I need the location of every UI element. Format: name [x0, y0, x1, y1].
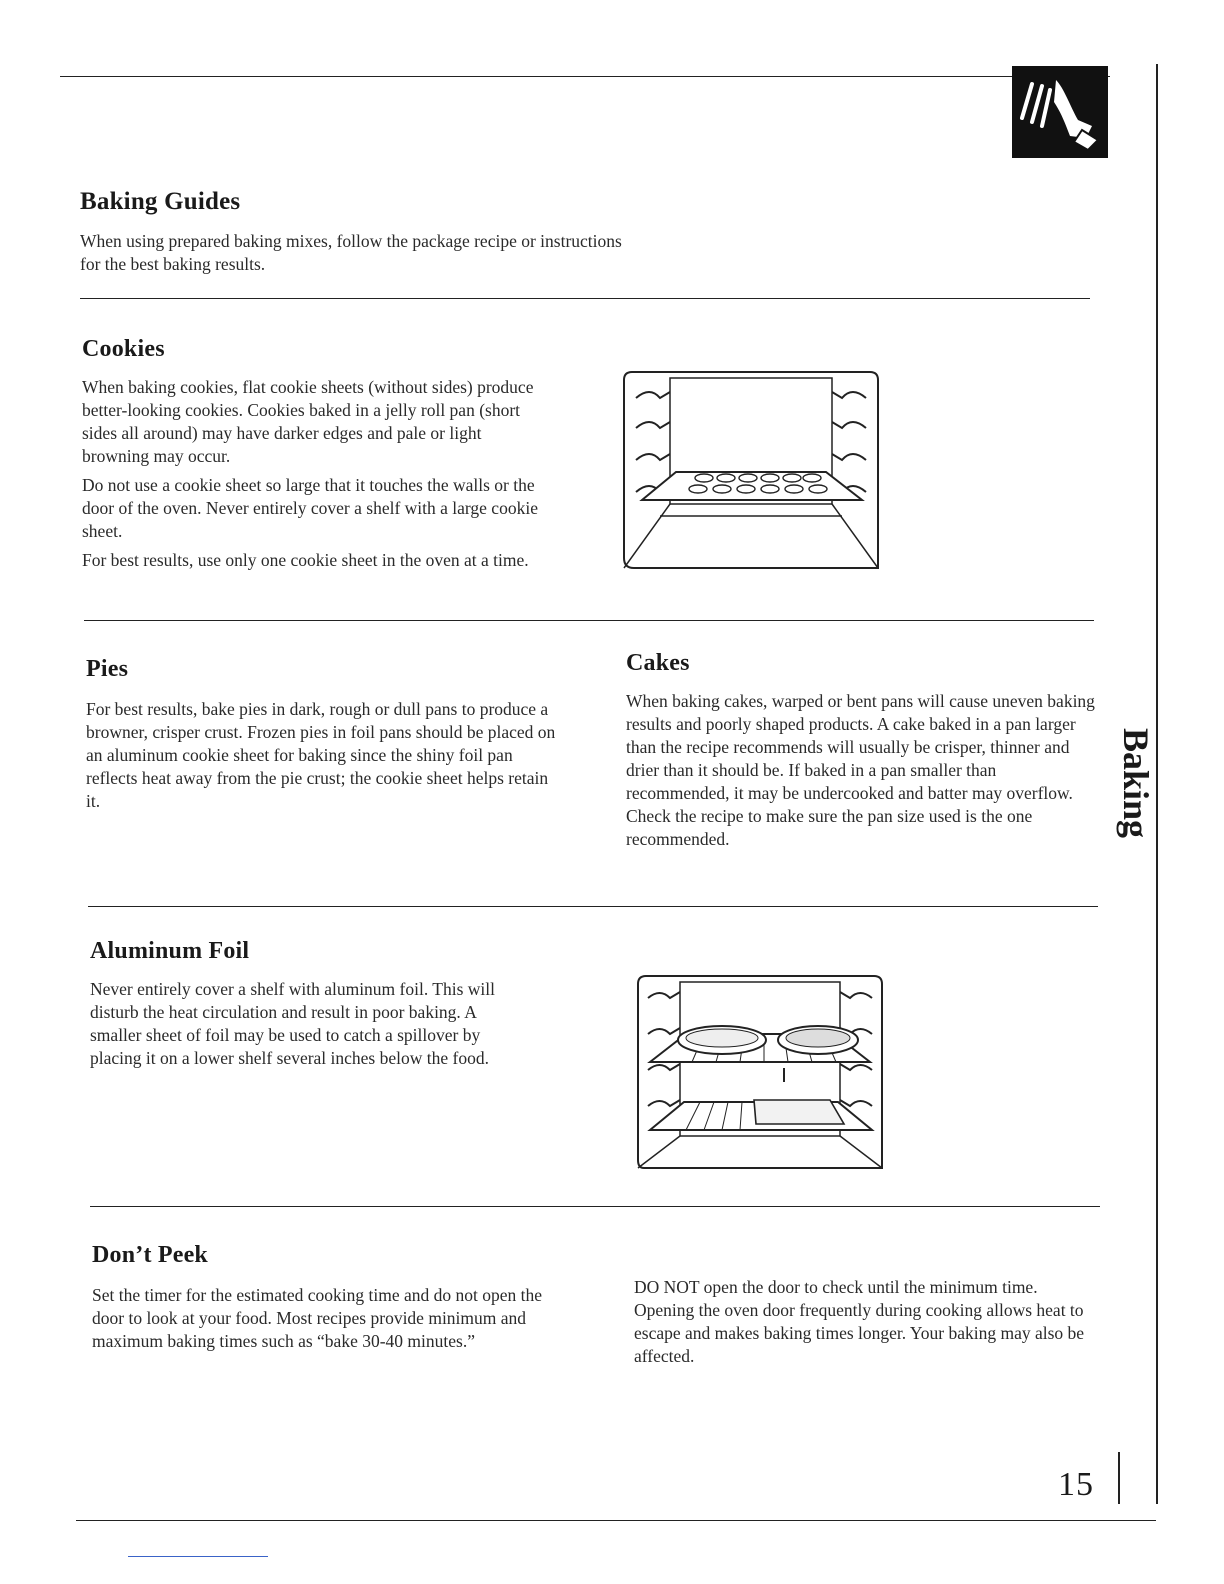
- tab-border: [1118, 1452, 1120, 1504]
- top-rule: [60, 76, 1110, 77]
- oven-cookie-sheet-illustration: [620, 368, 882, 576]
- divider-3: [88, 906, 1098, 907]
- cookies-title: Cookies: [82, 336, 165, 362]
- corner-tab: [1012, 66, 1108, 158]
- right-border: [1156, 64, 1158, 1504]
- cookies-paragraph-1: When baking cookies, flat cookie sheets (without sides) produce better-looking cookies. Cookies baked in a jelly roll pan (short sides all around) may have darker edges and pale or light browning may occur.: [82, 377, 534, 466]
- dont-peek-left-text: Set the timer for the estimated cooking time and do not open the door to look at your food. Most recipes provide minimum and maximum baking times such as “bake 30-40 minutes.”: [92, 1285, 543, 1351]
- bottom-rule: [76, 1520, 1156, 1521]
- pies-text: For best results, bake pies in dark, rough or dull pans to produce a browner, crisper crust. Frozen pies in foil pans should be placed on an aluminum cookie sheet for baking since the shiny foil pan reflects heat away from the pie crust; the cookie sheet helps retain it.: [86, 699, 556, 811]
- divider-1: [80, 298, 1090, 299]
- baking-guides-title: Baking Guides: [80, 188, 241, 215]
- cakes-text: When baking cakes, warped or bent pans will cause uneven baking results and poorly shaped products. A cake baked in a pan larger than the recipe recommends will usually be crisper, thinner and drier than it should be. If baked in a pan smaller than recommended, it may be undercooked and batter may overflow. Check the recipe to make sure the pan size used is the one recommended.: [626, 691, 1095, 849]
- hand-pointer-icon: [1012, 66, 1108, 158]
- aluminum-foil-text: Never entirely cover a shelf with aluminum foil. This will disturb the heat circulation and result in poor baking. A smaller sheet of foil may be used to catch a spillover by placing it on a lower shelf several inches below the food.: [90, 979, 495, 1068]
- page-number: 15: [1058, 1466, 1094, 1503]
- cookies-paragraph-2: Do not use a cookie sheet so large that it touches the walls or the door of the oven. Never entirely cover a shelf with a large cookie sheet.: [82, 475, 538, 541]
- cakes-title: Cakes: [626, 650, 690, 676]
- cookies-paragraph-3: For best results, use only one cookie sheet in the oven at a time.: [82, 550, 529, 570]
- aluminum-foil-title: Aluminum Foil: [90, 938, 250, 964]
- dont-peek-title: Don’t Peek: [92, 1242, 208, 1268]
- pies-title: Pies: [86, 656, 129, 682]
- divider-2: [84, 620, 1094, 621]
- divider-4: [90, 1206, 1100, 1207]
- cookies-text: [82, 376, 552, 578]
- oven-foil-shelf-illustration: [634, 972, 886, 1172]
- dont-peek-right-text: DO NOT open the door to check until the minimum time. Opening the oven door frequently during cooking allows heat to escape and makes baking times longer. Your baking may also be affected.: [634, 1277, 1085, 1366]
- bottom-blue-line: [128, 1556, 268, 1557]
- section-tab-label: Baking: [1116, 728, 1156, 839]
- baking-guides-text: When using prepared baking mixes, follow the package recipe or instructions for the best baking results.: [80, 231, 622, 274]
